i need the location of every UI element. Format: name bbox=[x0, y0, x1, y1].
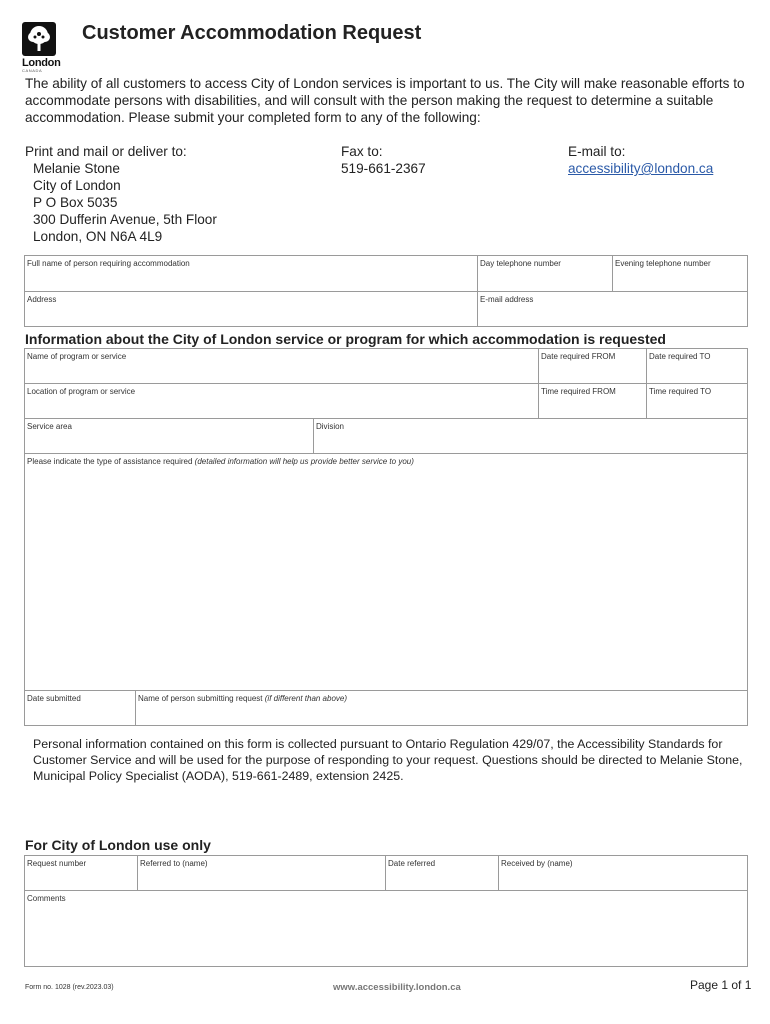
received-by-field[interactable] bbox=[499, 856, 748, 891]
field-label: Full name of person requiring accommodation bbox=[27, 259, 190, 268]
field-hint: (detailed information will help us provide better service to you) bbox=[194, 457, 414, 466]
logo-subtext: CANADA bbox=[22, 68, 43, 73]
location-field[interactable] bbox=[25, 384, 539, 419]
field-label: Time required TO bbox=[649, 387, 712, 396]
privacy-note: Personal information contained on this form is collected pursuant to Ontario Regulation 429/07, the Accessibility Standards for Customer Service and will be used for the purpose of responding to your request. Questions should be directed to Melanie Stone, Municipal Policy Specialist (AODA), 519-661-2489, extension 2425. bbox=[33, 737, 743, 783]
city-of-london-logo bbox=[22, 22, 61, 73]
website-link[interactable]: www.accessibility.london.ca bbox=[333, 982, 461, 993]
field-label: Address bbox=[27, 295, 57, 304]
evening-phone-field[interactable] bbox=[613, 256, 748, 292]
date-from-field[interactable] bbox=[539, 349, 647, 384]
assistance-type-field[interactable] bbox=[25, 454, 748, 691]
time-from-field[interactable] bbox=[539, 384, 647, 419]
comments-field[interactable] bbox=[25, 891, 748, 967]
logo-wordmark: London bbox=[22, 57, 61, 69]
referred-to-field[interactable] bbox=[138, 856, 386, 891]
field-label: Division bbox=[316, 422, 345, 431]
office-section-heading: For City of London use only bbox=[25, 837, 211, 853]
mail-line: 300 Dufferin Avenue, 5th Floor bbox=[33, 212, 217, 227]
date-to-field[interactable] bbox=[647, 349, 748, 384]
mail-line: London, ON N6A 4L9 bbox=[33, 229, 163, 244]
service-fields-table bbox=[24, 348, 748, 726]
full-name-field[interactable] bbox=[25, 256, 478, 292]
address-field[interactable] bbox=[25, 292, 478, 327]
fax-number: 519-661-2367 bbox=[341, 161, 426, 176]
mail-line: Melanie Stone bbox=[33, 161, 120, 176]
field-label: Please indicate the type of assistance required bbox=[27, 457, 193, 466]
field-label: Request number bbox=[27, 859, 87, 868]
field-label: Date required TO bbox=[649, 352, 711, 361]
field-label: Date required FROM bbox=[541, 352, 616, 361]
mail-heading: Print and mail or deliver to: bbox=[25, 144, 187, 159]
service-section-heading: Information about the City of London service or program for which accommodation is requested bbox=[25, 331, 666, 347]
intro-paragraph: The ability of all customers to access City of London services is important to us. The City will make reasonable efforts to accommodate persons with disabilities, and will consult with the person making the request to determine a suitable accommodation. Please submit your completed form to any of the following: bbox=[25, 76, 745, 125]
field-label: Time required FROM bbox=[541, 387, 616, 396]
field-label: Location of program or service bbox=[27, 387, 136, 396]
field-label: Date submitted bbox=[27, 694, 81, 703]
email-heading: E-mail to: bbox=[568, 144, 626, 159]
mail-contact bbox=[25, 143, 217, 245]
field-label: Name of person submitting request bbox=[138, 694, 263, 703]
field-label: Service area bbox=[27, 422, 72, 431]
email-link[interactable]: accessibility@london.ca bbox=[568, 161, 714, 176]
form-number: Form no. 1028 (rev.2023.03) bbox=[25, 984, 114, 991]
request-number-field[interactable] bbox=[25, 856, 138, 891]
field-label: Name of program or service bbox=[27, 352, 127, 361]
field-label: Referred to (name) bbox=[140, 859, 208, 868]
email-field[interactable] bbox=[478, 292, 748, 327]
person-fields-table bbox=[24, 255, 748, 327]
field-label: Comments bbox=[27, 894, 66, 903]
division-field[interactable] bbox=[314, 419, 748, 454]
page-title: Customer Accommodation Request bbox=[82, 22, 422, 44]
field-label: E-mail address bbox=[480, 295, 534, 304]
time-to-field[interactable] bbox=[647, 384, 748, 419]
field-label: Date referred bbox=[388, 859, 436, 868]
submitter-name-field[interactable] bbox=[136, 691, 748, 726]
day-phone-field[interactable] bbox=[478, 256, 613, 292]
email-contact bbox=[568, 143, 713, 177]
program-name-field[interactable] bbox=[25, 349, 539, 384]
field-label: Evening telephone number bbox=[615, 259, 711, 268]
date-submitted-field[interactable] bbox=[25, 691, 136, 726]
page-number: Page 1 of 1 bbox=[690, 978, 752, 992]
date-referred-field[interactable] bbox=[386, 856, 499, 891]
mail-line: City of London bbox=[33, 178, 121, 193]
field-label: Received by (name) bbox=[501, 859, 573, 868]
service-area-field[interactable] bbox=[25, 419, 314, 454]
fax-contact bbox=[341, 143, 426, 177]
tree-icon bbox=[22, 22, 56, 56]
fax-heading: Fax to: bbox=[341, 144, 383, 159]
office-use-table bbox=[24, 855, 748, 967]
field-label: Day telephone number bbox=[480, 259, 561, 268]
mail-line: P O Box 5035 bbox=[33, 195, 118, 210]
field-hint: (if different than above) bbox=[264, 694, 348, 703]
